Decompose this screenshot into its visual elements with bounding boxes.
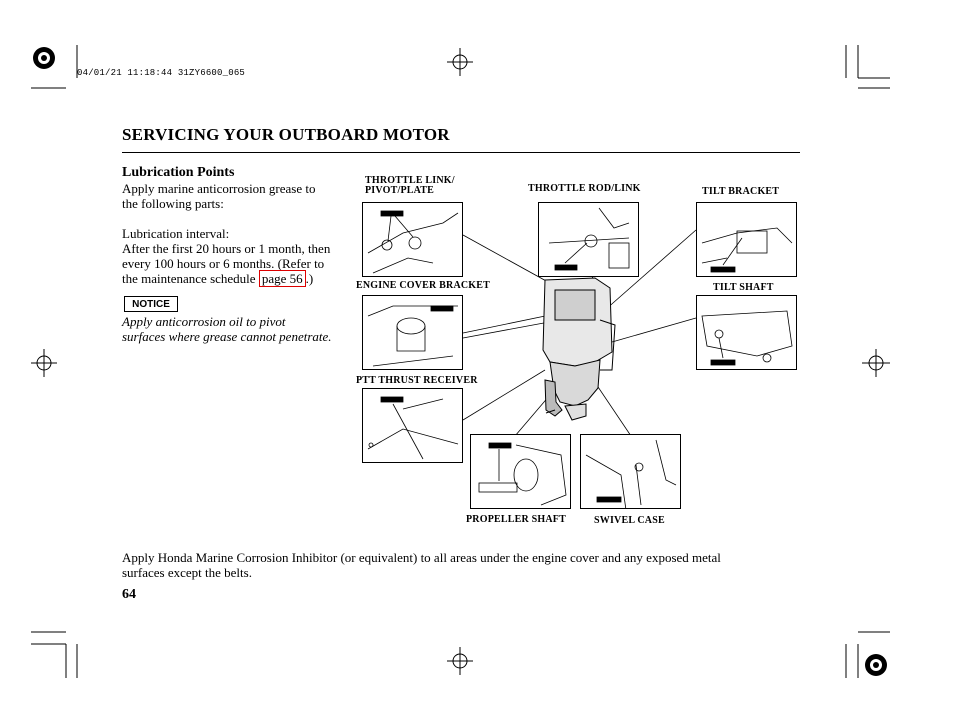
outboard-motor-drawing [543,278,615,420]
intro-line: the following parts: [122,196,224,211]
interval-line [122,271,330,286]
print-stamp: 04/01/21 11:18:44 31ZY6600_065 [77,68,246,78]
page-link[interactable]: page 56 [259,270,306,287]
bottom-line: surfaces except the belts. [122,565,252,580]
detail-swivel-case [580,434,681,509]
label-throttle-rod: THROTTLE ROD/LINK [528,183,641,194]
label-line: PIVOT/PLATE [365,185,435,196]
page-title: SERVICING YOUR OUTBOARD MOTOR [122,125,450,144]
detail-tilt-bracket [696,202,797,277]
interval-line: every 100 hours or 6 months. (Refer to [122,256,325,271]
notice-line: Apply anticorrosion oil to pivot [122,314,286,329]
ptt-thrust-receiver-drawing [363,389,463,463]
page-number: 64 [122,587,136,602]
notice-text [122,314,332,344]
intro-line: Apply marine anticorrosion grease to [122,181,316,196]
interval-line: Lubrication interval: [122,226,230,241]
title-rule [122,152,800,153]
lubrication-diagram [350,170,810,535]
bottom-text [122,550,721,580]
engine-cover-bracket-drawing [363,296,463,370]
interval-line: After the first 20 hours or 1 month, then [122,241,331,256]
detail-tilt-shaft [696,295,797,370]
label-tilt-bracket: TILT BRACKET [702,186,780,197]
subheading: Lubrication Points [122,165,235,180]
notice-badge: NOTICE [124,296,178,312]
throttle-link-drawing [363,203,463,277]
label-propeller-shaft: PROPELLER SHAFT [466,514,566,525]
interval-text [122,226,330,286]
bottom-line: Apply Honda Marine Corrosion Inhibitor (or equivalent) to all areas under the engine cover and any exposed metal [122,550,721,565]
detail-throttle-link [362,202,463,277]
detail-throttle-rod [538,202,639,277]
detail-propeller-shaft [470,434,571,509]
label-engine-cover-bracket: ENGINE COVER BRACKET [356,280,491,291]
label-line: THROTTLE LINK/ [365,175,455,186]
intro-text [122,181,316,211]
label-ptt-thrust-receiver: PTT THRUST RECEIVER [356,375,478,386]
tilt-shaft-drawing [697,296,797,370]
detail-engine-cover-bracket [362,295,463,370]
tilt-bracket-drawing [697,203,797,277]
swivel-case-drawing [581,435,681,509]
interval-text-part: .) [305,271,314,286]
registration-target-icon [33,47,55,69]
propeller-shaft-drawing [471,435,571,509]
detail-ptt-thrust-receiver [362,388,463,463]
registration-target-icon [865,654,887,676]
label-tilt-shaft: TILT SHAFT [713,282,774,293]
interval-text-part: the maintenance schedule [122,271,259,286]
throttle-rod-drawing [539,203,639,277]
label-throttle-link [365,176,455,196]
notice-line: surfaces where grease cannot penetrate. [122,329,332,344]
label-swivel-case: SWIVEL CASE [594,515,665,526]
